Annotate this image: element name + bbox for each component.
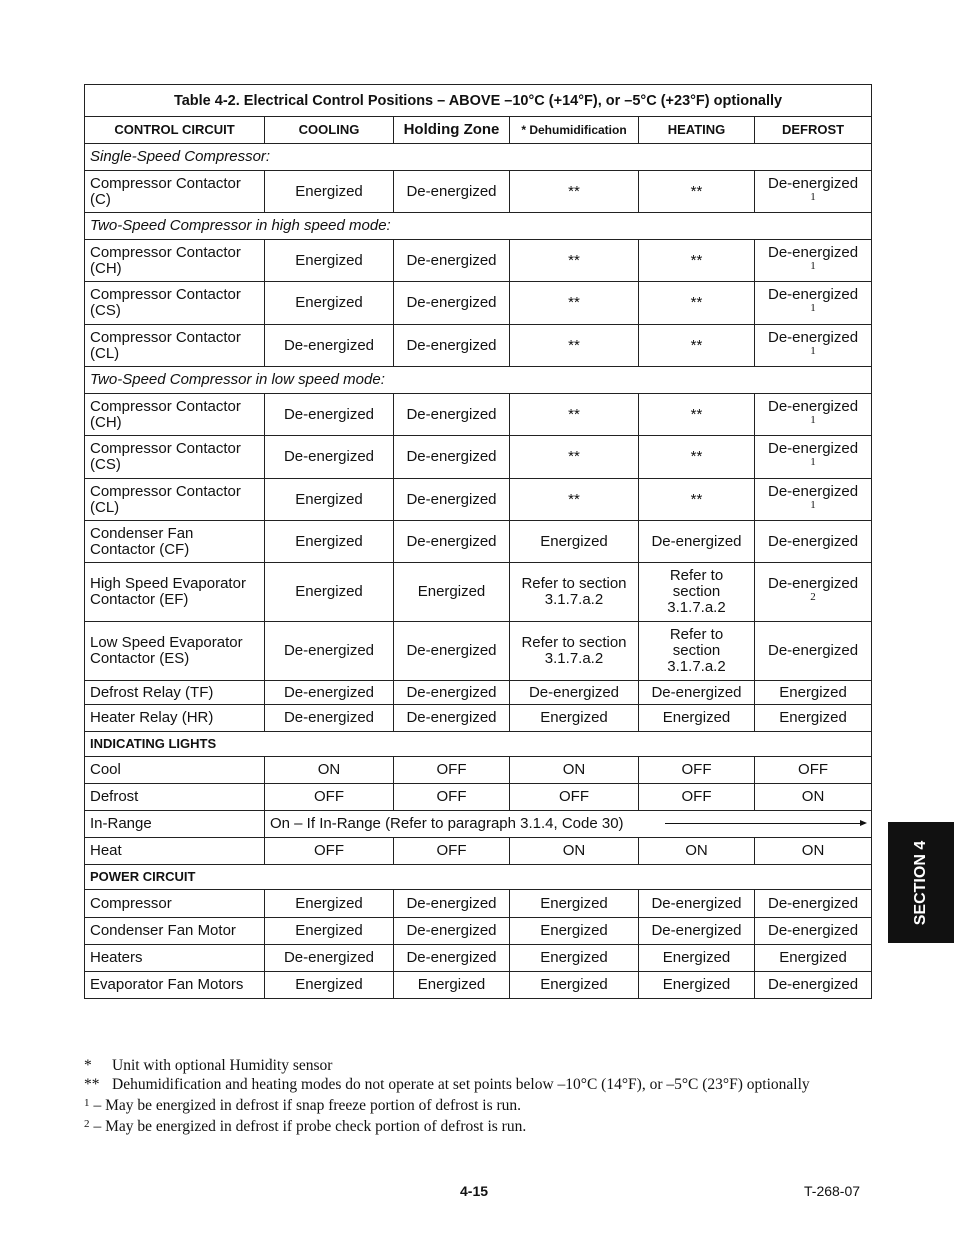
footnote-ref: 2 [810,591,816,603]
table-row: Cool ON OFF ON OFF OFF [85,757,872,784]
table-row: Defrost Relay (TF) De-energized De-energized De-energized De-energized Energized [85,681,872,705]
header-cooling: COOLING [265,117,394,144]
table-title: Table 4-2. Electrical Control Positions – ABOVE –10°C (+14°F), or –5°C (+23°F) optionally [85,85,872,117]
inrange-note: On – If In-Range (Refer to paragraph 3.1.4, Code 30) [270,815,624,832]
table-row: Compressor Contactor (C) Energized De-energized ** ** De-energized 1 [85,171,872,213]
page-number: 4-15 [460,1183,489,1199]
header-dehumidification: * Dehumidification [510,117,639,144]
table-row: Compressor Contactor (CH) Energized De-energized ** ** De-energized 1 [85,240,872,282]
table-row: Compressor Contactor (CS) Energized De-energized ** ** De-energized 1 [85,282,872,325]
footnote-ref: 1 [810,191,816,203]
header-control-circuit: CONTROL CIRCUIT [85,117,265,144]
header-holding-zone: Holding Zone [394,117,510,144]
table-row: Condenser Fan Contactor (CF) Energized De-energized Energized De-energized De-energized [85,521,872,563]
footnotes [84,1056,884,1136]
footnote: * Unit with optional Humidity sensor [84,1057,333,1074]
table-row: Compressor Contactor (CL) De-energized De-energized ** ** De-energized 1 [85,325,872,367]
table-row: Low Speed Evaporator Contactor (ES) De-energized De-energized Refer to section 3.1.7.a.2 Refer to section 3.1.7.a.2 De-energized [85,622,872,681]
footnote: $^2$ – May be energized in defrost if probe check portion of defrost is run. [84,1118,527,1135]
document-number: T-268-07 [804,1183,861,1199]
section-indicating-lights: INDICATING LIGHTS [85,732,872,757]
group-two-speed-high: Two-Speed Compressor in high speed mode: [85,213,872,240]
footnote-ref: 1 [810,499,816,511]
table-row: Compressor Contactor (CH) De-energized De-energized ** ** De-energized 1 [85,394,872,436]
footnote-ref: 1 [810,260,816,272]
header-heating: HEATING [639,117,755,144]
table-row: Evaporator Fan Motors Energized Energized Energized Energized De-energized [85,972,872,999]
footnote: $^1$ – May be energized in defrost if snap freeze portion of defrost is run. [84,1097,522,1114]
footnote-ref: 1 [810,414,816,426]
table-row: Compressor Energized De-energized Energized De-energized De-energized [85,890,872,918]
table-row: In-Range On – If In-Range (Refer to paragraph 3.1.4, Code 30) [85,811,872,838]
group-single-speed: Single-Speed Compressor: [85,144,872,171]
table-row: Heaters De-energized De-energized Energized Energized Energized [85,945,872,972]
footnote-ref: 1 [810,456,816,468]
table-row: Heater Relay (HR) De-energized De-energized Energized Energized Energized [85,705,872,732]
group-two-speed-low: Two-Speed Compressor in low speed mode: [85,367,872,394]
arrow-right-icon [665,823,865,824]
table-row: Compressor Contactor (CL) Energized De-energized ** ** De-energized 1 [85,479,872,521]
table-row: Heat OFF OFF ON ON ON [85,838,872,865]
section-power-circuit: POWER CIRCUIT [85,865,872,890]
table-row: Condenser Fan Motor Energized De-energized Energized De-energized De-energized [85,918,872,945]
table-row: High Speed Evaporator Contactor (EF) Energized Energized Refer to section 3.1.7.a.2 Refer to section 3.1.7.a.2 De-energized 2 [85,563,872,622]
section-tab: SECTION 4 [888,822,954,943]
footnote: ** Dehumidification and heating modes do not operate at set points below –10°C (14°F), or –5°C (23°F) optionally [84,1076,810,1093]
footnote-ref: 1 [810,302,816,314]
electrical-control-table [84,84,872,999]
table-row: Defrost OFF OFF OFF OFF ON [85,784,872,811]
table-row: Compressor Contactor (CS) De-energized De-energized ** ** De-energized 1 [85,436,872,479]
header-defrost: DEFROST [755,117,872,144]
footnote-ref: 1 [810,345,816,357]
